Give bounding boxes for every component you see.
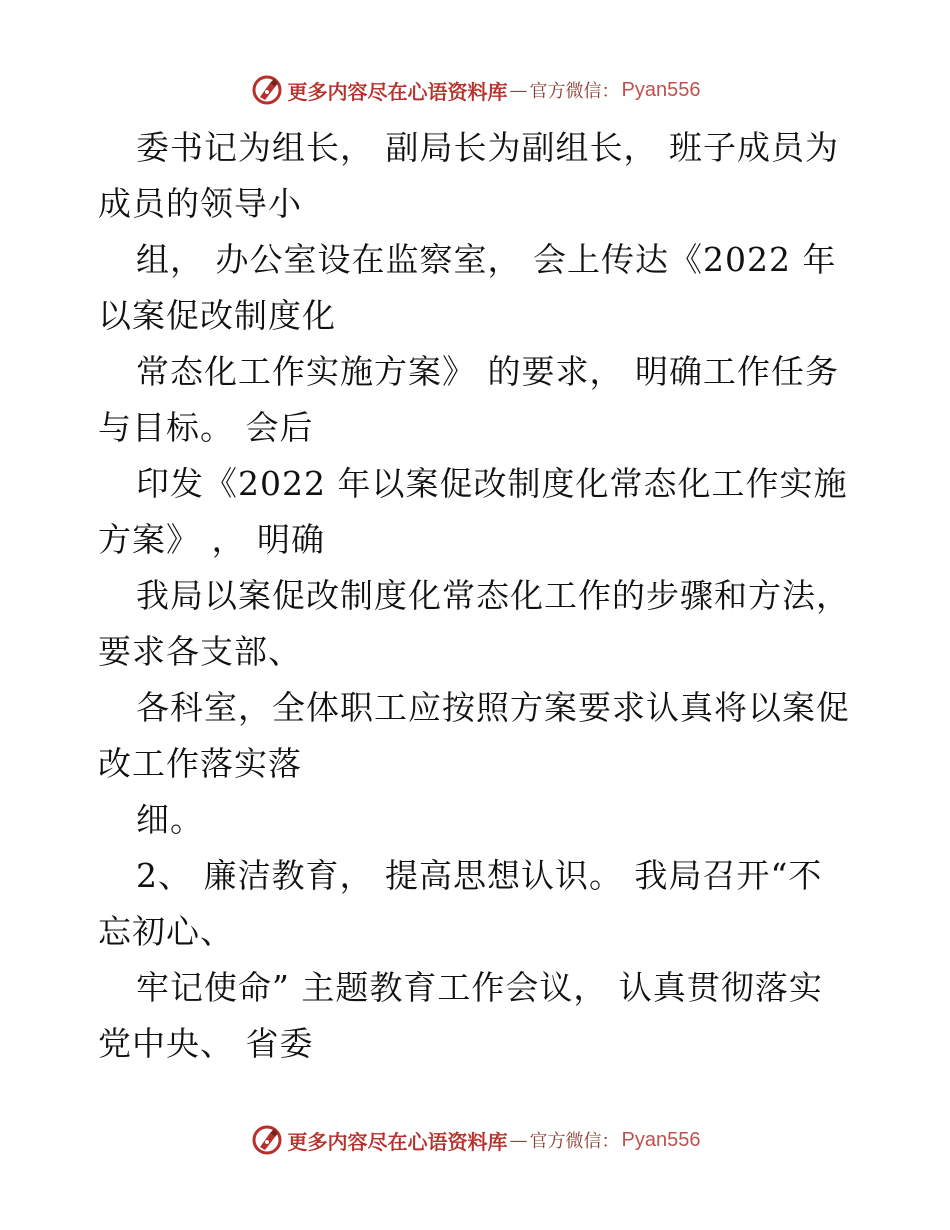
footer-sub-text: 官方微信： — [529, 1131, 620, 1152]
pen-nib-logo-icon — [250, 1123, 284, 1157]
header-sub-text: 官方微信： — [529, 81, 620, 102]
footer-banner — [0, 1120, 950, 1160]
header-banner — [0, 70, 950, 110]
body-line: 常态化工作实施方案》 的要求， 明确工作任务 — [136, 352, 839, 391]
header-main-text: 更多内容尽在心语资料库 — [287, 79, 508, 104]
header-dash: — — [509, 79, 528, 101]
body-line: 印发《2022 年以案促改制度化常态化工作实施 — [136, 464, 848, 503]
body-line: 要求各支部、 — [98, 632, 302, 671]
footer-wechat-id: Pyan556 — [621, 1128, 701, 1151]
pen-nib-logo-icon — [250, 73, 284, 107]
body-line: 以案促改制度化 — [98, 296, 336, 335]
body-line: 忘初心、 — [98, 912, 234, 951]
header-wechat-id: Pyan556 — [621, 78, 701, 101]
body-line: 与目标。 会后 — [98, 408, 314, 447]
body-line: 2、 廉洁教育， 提高思想认识。 我局召开“不 — [136, 856, 823, 895]
body-line: 各科室，全体职工应按照方案要求认真将以案促 — [136, 688, 850, 727]
body-line: 方案》 ， 明确 — [98, 520, 325, 559]
body-line: 委书记为组长， 副局长为副组长， 班子成员为 — [136, 128, 839, 167]
footer-dash: — — [509, 1129, 528, 1151]
document-body — [98, 120, 858, 1072]
body-line: 细。 — [136, 800, 204, 839]
body-line: 改工作落实落 — [98, 744, 302, 783]
footer-main-text: 更多内容尽在心语资料库 — [287, 1129, 508, 1154]
body-line: 我局以案促改制度化常态化工作的步骤和方法， — [136, 576, 850, 615]
body-line: 成员的领导小 — [98, 184, 302, 223]
body-line: 牢记使命” 主题教育工作会议， 认真贯彻落实 — [136, 968, 823, 1007]
body-line: 组， 办公室设在监察室， 会上传达《2022 年 — [136, 240, 837, 279]
body-line: 党中央、 省委 — [98, 1024, 314, 1063]
